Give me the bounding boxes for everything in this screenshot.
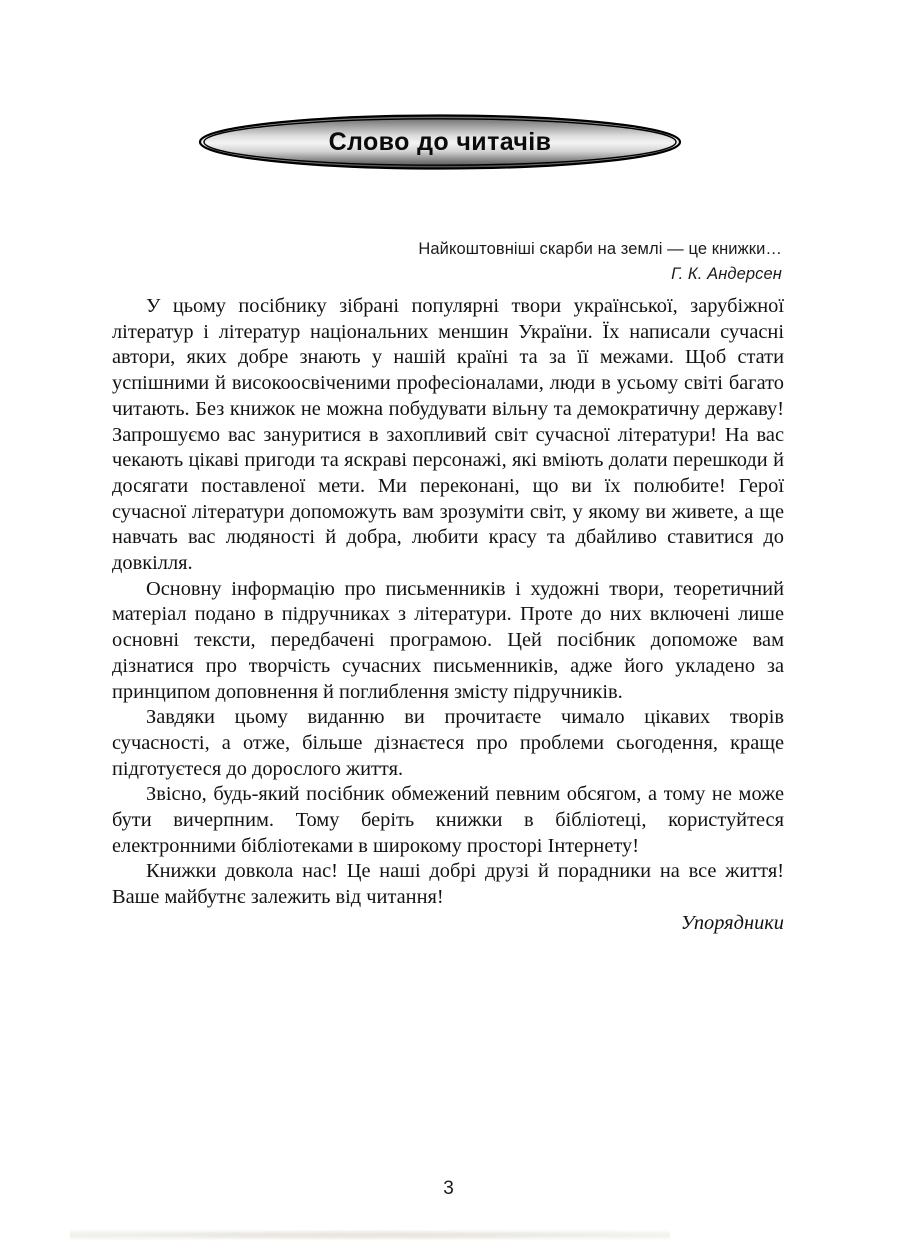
body-text [112, 294, 784, 937]
body-paragraph: Звісно, будь-який посібник обмежений певним обсягом, а тому не може бути вичерпним. Тому беріть книжки в бібліотеці, користуйтеся електронними бібліотеками в широкому просторі Інтернету! [112, 783, 784, 857]
author-signature: Упорядники [680, 911, 784, 934]
body-paragraph: Основну інформацію про письменників і художні твори, теоретичний матеріал подано в підручниках з літератури. Проте до них включені лише основні тексти, передбачені програмою. Цей посібник допоможе вам дізнатися про творчість сучасних письменників, адже його укладено за принципом доповнення й поглиблення змісту підручників. [112, 577, 784, 703]
epigraph-quote: Найкоштовніші скарби на землі — це книжки… [418, 240, 782, 258]
body-paragraph: У цьому посібнику зібрані популярні твори української, зарубіжної літератур і літератур національних меншин України. Їх написали сучасні автори, яких добре знають у нашій країні та за її межами. Щоб стати успішними й високоосвіченими професіоналами, люди в усьому світі багато читають. Без книжок не можна побудувати вільну та демократичну державу! Запрошуємо вас зануритися в захопливий світ сучасної літератури! На вас чекають цікаві пригоди та яскраві персонажі, які вміють долати перешкоди й досягати поставленої мети. Ми переконані, що ви їх полюбите! Герої сучасної літератури допоможуть вам зрозуміти світ, у якому ви живете, а ще навчать вас людяності й добра, любити красу та дбайливо ставитися до довкілля. [112, 295, 784, 575]
body-paragraph: Завдяки цьому виданню ви прочитаєте чимало цікавих творів сучасності, а отже, більше дізнаєтеся про проблеми сьогодення, краще підготуєтеся до дорослого життя. [112, 706, 784, 780]
scan-artifact [70, 1228, 670, 1242]
section-heading-banner [198, 114, 682, 170]
body-paragraph: Книжки довкола нас! Це наші добрі друзі й порадники на все життя! Ваше майбутнє залежить від читання! [112, 860, 784, 909]
section-heading-text: Слово до читачів [328, 127, 552, 156]
epigraph-attribution: Г. К. Андерсен [671, 265, 782, 283]
page-number: 3 [443, 1178, 454, 1199]
epigraph [112, 238, 782, 285]
